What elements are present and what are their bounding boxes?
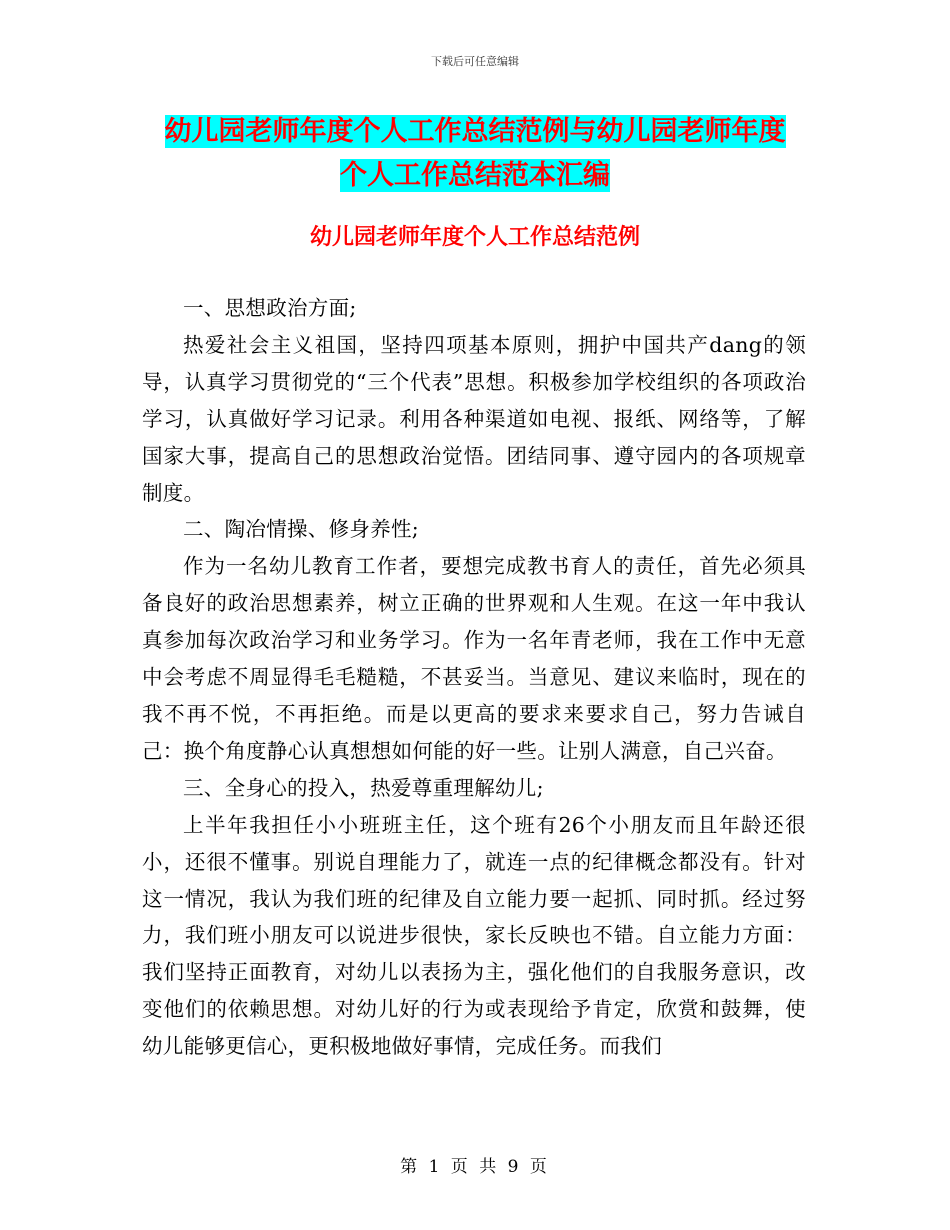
document-title <box>0 110 950 198</box>
header-note: 下载后可任意编辑 <box>431 55 519 68</box>
body-paragraph: 作为一名幼儿教育工作者，要想完成教书育人的责任，首先必须具备良好的政治思想素养，树立正确的世界观和人生观。在这一年中我认真参加每次政治学习和业务学习。作为一名年青老师，我在工作中无意中会考虑不周显得毛毛糙糙，不甚妥当。当意见、建议来临时，现在的我不再不悦，不再拒绝。而是以更高的要求来要求自己，努力告诫自己：换个角度静心认真想想如何能的好一些。让别人满意，自己兴奋。 <box>142 554 806 763</box>
heading-paragraph: 一、思想政治方面; <box>183 296 357 320</box>
section-title: 幼儿园老师年度个人工作总结范例 <box>309 224 640 250</box>
page-number: 第 1 页 共 9 页 <box>400 1157 550 1177</box>
title-line-1: 幼儿园老师年度个人工作总结范例与幼儿园老师年度 <box>164 116 786 147</box>
body-paragraph: 热爱社会主义祖国，坚持四项基本原则，拥护中国共产dang的领导，认真学习贯彻党的“三个代表”思想。积极参加学校组织的各项政治学习，认真做好学习记录。利用各种渠道如电视、报纸、网络等，了解国家大事，提高自己的思想政治觉悟。团结同事、遵守园内的各项规章制度。 <box>142 332 806 505</box>
heading-paragraph: 二、陶冶情操、修身养性; <box>183 517 420 542</box>
title-line-2: 个人工作总结范本汇编 <box>340 160 610 191</box>
body-paragraph: 上半年我担任小小班班主任，这个班有26个小朋友而且年龄还很小，还很不懂事。别说自理能力了，就连一点的纪律概念都没有。针对这一情况，我认为我们班的纪律及自立能力要一起抓、同时抓。经过努力，我们班小朋友可以说进步很快，家长反映也不错。自立能力方面：我们坚持正面教育，对幼儿以表扬为主，强化他们的自我服务意识，改变他们的依赖思想。对幼儿好的行为或表现给予肯定，欣赏和鼓舞，使幼儿能够更信心，更积极地做好事情，完成任务。而我们 <box>142 812 806 1059</box>
document-body <box>142 290 806 1065</box>
heading-paragraph: 三、全身心的投入，热爱尊重理解幼儿; <box>183 775 544 800</box>
